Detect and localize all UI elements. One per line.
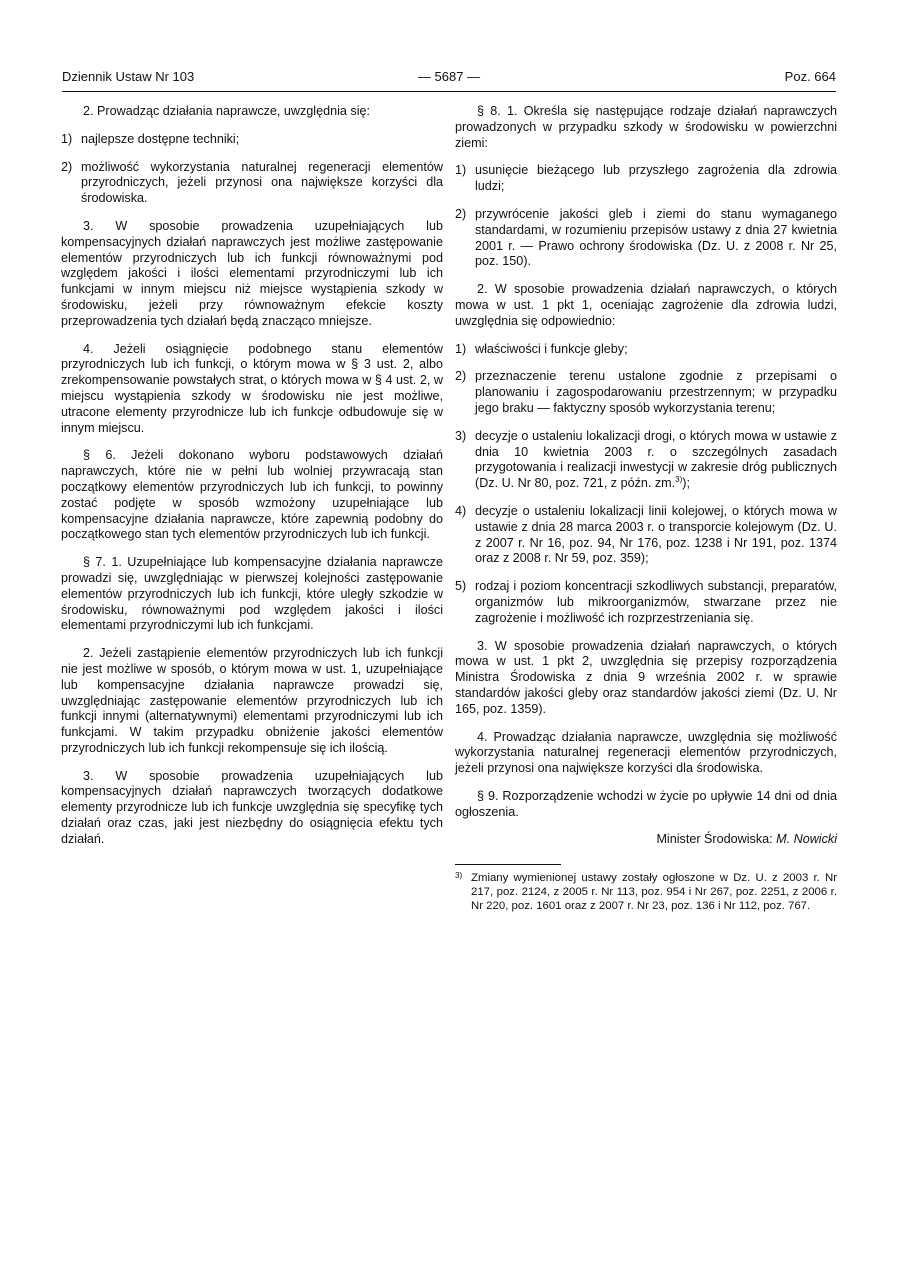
list-text: przeznaczenie terenu ustalone zgodnie z przepisami o planowaniu i zagospodarowaniu przestrzennym; w przypadku jego braku — faktyczny sposób wykorzystania terenu; bbox=[475, 369, 837, 415]
list-number: 2) bbox=[455, 206, 467, 221]
page-header bbox=[62, 69, 836, 92]
list-item bbox=[455, 504, 837, 567]
list-text: decyzje o ustaleniu lokalizacji linii kolejowej, o których mowa w ustawie z dnia 28 marca 2003 r. o transporcie kolejowym (Dz. U. z 2007 r. Nr 16, poz. 94, Nr 176, poz. 1238 i Nr 191, poz. 1374 oraz z 2008 r. Nr 59, poz. 359); bbox=[475, 503, 837, 566]
list-text: najlepsze dostępne techniki; bbox=[81, 131, 240, 146]
section-7-2: 2. Jeżeli zastąpienie elementów przyrodniczych lub ich funkcji nie jest możliwe w sposób, o którym mowa w ust. 1, uzupełniające lub kompensacyjne działania naprawcze prowadzi się, uwzględniając zastępowanie elementów przyrodniczych lub ich funkcji innymi (alternatywnymi) elementami przyrodniczymi lub ich funkcjami. W takim przypadku obniżenie jakości elementów przyrodniczych lub ich funkcji rekompensuje się ich ilością. bbox=[61, 646, 443, 755]
list-text: możliwość wykorzystania naturalnej regeneracji elementów przyrodniczych, jeżeli przynosi ona największe korzyści dla środowiska. bbox=[81, 159, 443, 206]
list-item bbox=[455, 579, 837, 626]
list-item bbox=[61, 160, 443, 207]
footnote-divider bbox=[455, 864, 561, 865]
position-number: Poz. 664 bbox=[784, 69, 836, 84]
footnote-reference: 3) bbox=[675, 474, 683, 484]
section-9: § 9. Rozporządzenie wchodzi w życie po upływie 14 dni od dnia ogłoszenia. bbox=[455, 788, 837, 819]
list-item bbox=[455, 429, 837, 492]
footnote-text: Zmiany wymienionej ustawy zostały ogłoszone w Dz. U. z 2003 r. Nr 217, poz. 2124, z 2005 r. Nr 113, poz. 954 i Nr 267, poz. 2251, z 2006 r. Nr 220, poz. 1601 oraz z 2007 r. Nr 23, poz. 136 i Nr 112, poz. 767. bbox=[471, 872, 837, 913]
list-number: 2) bbox=[455, 369, 467, 384]
paragraph: 4. Jeżeli osiągnięcie podobnego stanu elementów przyrodniczych lub ich funkcji, o którym mowa w § 3 ust. 2, albo zrekompensowanie powstałych strat, o których mowa w § 4 ust. 2, w miejscu wystąpienia szkody w środowisku nie jest możliwe, utracone elementy przyrodnicze lub ich funkcje odbudowuje się w innym miejscu. bbox=[61, 341, 443, 435]
list-number: 1) bbox=[455, 341, 467, 356]
list-item bbox=[455, 342, 837, 358]
section-8-2: 2. W sposobie prowadzenia działań naprawczych, o których mowa w ust. 1 pkt 1, oceniając zagrożenie dla zdrowia ludzi, uwzględnia się odpowiednio: bbox=[455, 282, 837, 328]
list-text-main: decyzje o ustaleniu lokalizacji drogi, o których mowa w ustawie z dnia 10 kwietnia 2003 r. o szczególnych zasadach przygotowania i realizacji inwestycji w zakresie dróg publicznych (Dz. U. Nr 80, poz. 721, z późn. zm. bbox=[475, 428, 837, 491]
footnote bbox=[455, 871, 837, 913]
journal-title: Dziennik Ustaw Nr 103 bbox=[62, 69, 195, 84]
list-text bbox=[475, 429, 837, 492]
right-column bbox=[455, 104, 837, 913]
paragraph: 2. Prowadząc działania naprawcze, uwzględnia się: bbox=[83, 104, 371, 118]
list-text: usunięcie bieżącego lub przyszłego zagrożenia dla zdrowia ludzi; bbox=[475, 163, 837, 194]
list-number: 4) bbox=[455, 503, 467, 518]
footnote-mark: 3) bbox=[455, 871, 463, 881]
section-8-1: § 8. 1. Określa się następujące rodzaje działań naprawczych prowadzonych w przypadku szkody w środowisku w powierzchni ziemi: bbox=[455, 104, 837, 150]
section-6: § 6. Jeżeli dokonano wyboru podstawowych działań naprawczych, które nie w pełni lub wolniej przywracają stan początkowy elementów przyrodniczych lub ich funkcji, to powinny zostać podjęte w sposób wzmożony uzupełniające lub kompensacyjne działania naprawcze, które zapewnią podobny do początkowego stan tych elementów przyrodniczych lub ich funkcji. bbox=[61, 448, 443, 542]
list-number: 1) bbox=[455, 163, 467, 178]
section-8-3: 3. W sposobie prowadzenia działań naprawczych, o których mowa w ust. 1 pkt 2, uwzględnia się przepisy rozporządzenia Ministra Środowiska z dnia 9 września 2002 r. w sprawie standardów jakości gleby oraz standardów jakości ziemi (Dz. U. Nr 165, poz. 1359). bbox=[455, 638, 837, 716]
section-7-1: § 7. 1. Uzupełniające lub kompensacyjne działania naprawcze prowadzi się, uwzględniając w pierwszej kolejności zastępowanie elementów przyrodniczych lub ich funkcji, które uległy szkodzie w środowisku, równoważnymi pod względem jakości i ilości elementami przyrodniczymi lub ich funkcjami. bbox=[61, 555, 443, 633]
list-number: 2) bbox=[61, 159, 73, 174]
list-text: właściwości i funkcje gleby; bbox=[475, 341, 628, 356]
list-number: 1) bbox=[61, 131, 73, 146]
signature-role: Minister Środowiska: bbox=[656, 832, 773, 847]
list-text: rodzaj i poziom koncentracji szkodliwych substancji, preparatów, organizmów lub mikroorganizmów, stwarzane przez nie zagrożenie i możliwość ich rozprzestrzeniania się. bbox=[475, 579, 837, 625]
list-text-tail: ); bbox=[682, 476, 690, 491]
list-item bbox=[455, 207, 837, 270]
left-column bbox=[61, 104, 443, 860]
list-number: 3) bbox=[455, 428, 467, 443]
list-text: przywrócenie jakości gleb i ziemi do stanu wymaganego standardami, w rozumieniu przepisów ustawy z dnia 27 kwietnia 2001 r. — Prawo ochrony środowiska (Dz. U. z 2008 r. Nr 25, poz. 150). bbox=[475, 206, 837, 269]
paragraph: 3. W sposobie prowadzenia uzupełniających lub kompensacyjnych działań naprawczych jest możliwe zastępowanie elementów przyrodniczych lub ich funkcji równoważnymi pod względem jakości i ilości elementami przyrodniczymi lub ich funkcjami w innym miejscu niż miejsce wystąpienia szkody w środowisku, jeżeli przy równoważnym efekcie koszty przeprowadzenia tych działań będą znacząco mniejsze. bbox=[61, 218, 443, 328]
list-item bbox=[455, 369, 837, 416]
section-7-3: 3. W sposobie prowadzenia uzupełniających lub kompensacyjnych działań naprawczych tworzących dodatkowe elementy przyrodnicze lub ich funkcje uwzględnia się specyfikę tych działań oraz czas, jaki jest niezbędny do osiągnięcia efektu tych działań. bbox=[61, 768, 443, 846]
list-item bbox=[61, 132, 443, 148]
signature-name: M. Nowicki bbox=[776, 832, 837, 847]
page-number: — 5687 — bbox=[417, 69, 481, 84]
signature bbox=[455, 832, 837, 848]
section-8-4: 4. Prowadząc działania naprawcze, uwzględnia się możliwość wykorzystania naturalnej regeneracji elementów przyrodniczych, jeżeli przynosi ona największe korzyści dla środowiska. bbox=[455, 729, 837, 776]
list-number: 5) bbox=[455, 579, 467, 594]
list-item bbox=[455, 163, 837, 195]
